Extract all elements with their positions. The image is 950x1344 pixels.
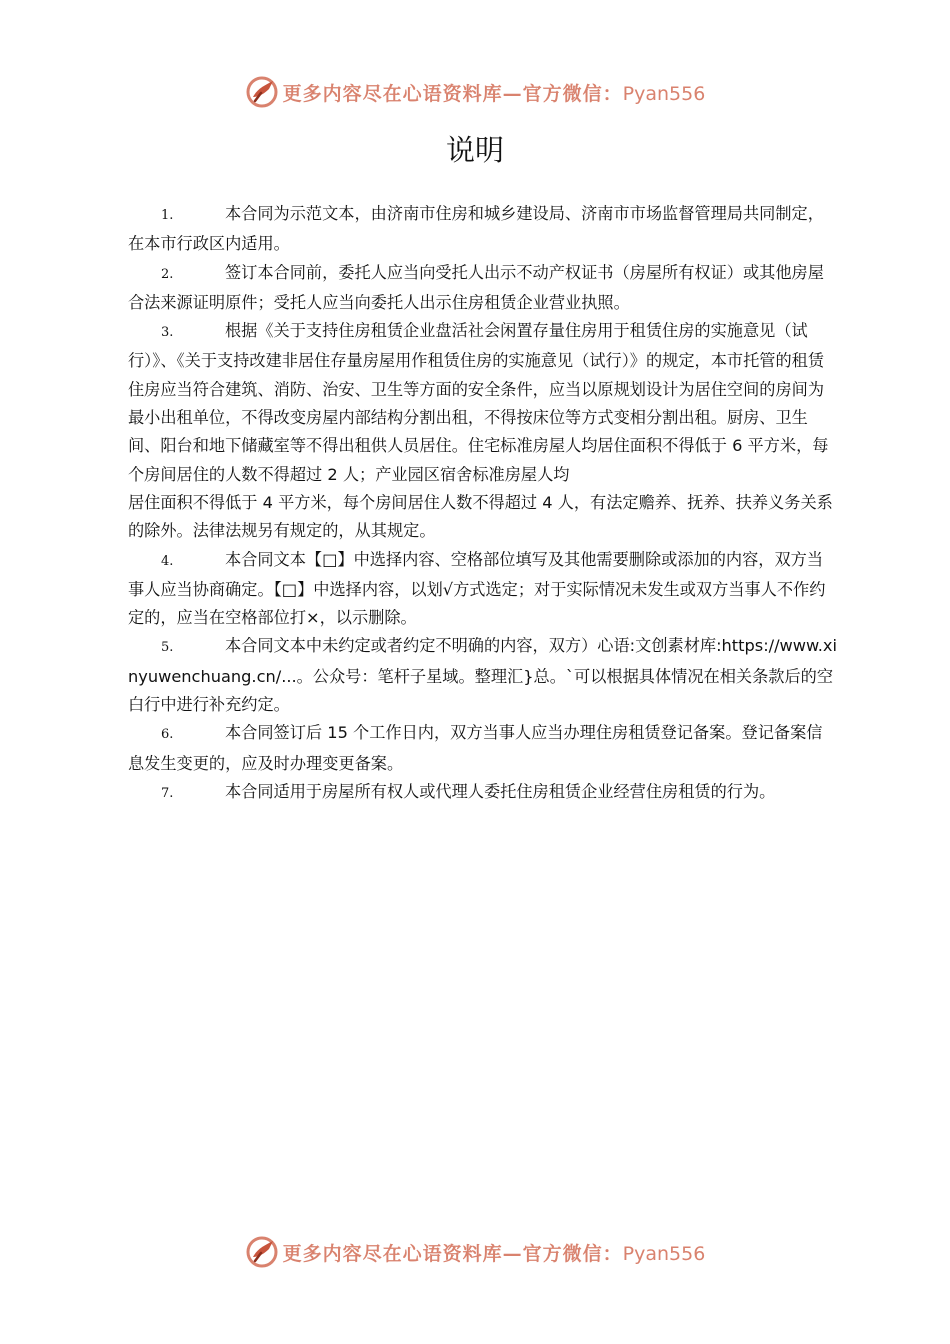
list-item xyxy=(128,778,838,808)
list-item xyxy=(128,546,838,633)
list-item xyxy=(128,719,838,778)
item-text: 本合同文本【□】中选择内容、空格部位填写及其他需要删除或添加的内容，双方当事人应当协商确定。【□】中选择内容，以划√方式选定；对于实际情况未发生或双方当事人不作约定的，应当在空格部位打×，以示删除。 xyxy=(128,549,826,628)
item-text: 本合同文本中未约定或者约定不明确的内容，双方）心语:文创素材库:https://www.xinyuwenchuang.cn/...。公众号：笔杆子星域。整理汇}总。`可以根据具体情况在相关条款后的空白行中进行补充约定。 xyxy=(128,636,838,715)
item-number: 6. xyxy=(161,727,174,743)
item-number: 5. xyxy=(161,640,174,656)
item-text: 根据《关于支持住房租赁企业盘活社会闲置存量住房用于租赁住房的实施意见（试行）》、《关于支持改建非居住存量房屋用作租赁住房的实施意见（试行）》的规定，本市托管的租赁住房应当符合建筑、消防、治安、卫生等方面的安全条件，应当以原规划设计为居住空间的房间为最小出租单位，不得改变房屋内部结构分割出租，不得按床位等方式变相分割出租。厨房、卫生间、阳台和地下储藏室等不得出租供人员居住。住宅标准房屋人均居住面积不得低于 6 平方米，每个房间居住的人数不得超过 2 人；产业园区宿舍标准房屋人均 xyxy=(128,321,829,484)
list-item xyxy=(128,317,838,489)
bottom-watermark xyxy=(0,1232,950,1272)
item-text: 本合同签订后 15 个工作日内，双方当事人应当办理住房租赁登记备案。登记备案信息发生变更的，应及时办理变更备案。 xyxy=(128,723,823,773)
list-item-continuation xyxy=(128,489,838,546)
item-text: 签订本合同前，委托人应当向受托人出示不动产权证书（房屋所有权证）或其他房屋合法来源证明原件；受托人应当向委托人出示住房租赁企业营业执照。 xyxy=(128,262,824,312)
item-text: 居住面积不得低于 4 平方米，每个房间居住人数不得超过 4 人，有法定赡养、抚养、扶养义务关系的除外。法律法规另有规定的，从其规定。 xyxy=(128,492,833,541)
list-item xyxy=(128,200,838,259)
item-number: 3. xyxy=(161,325,174,341)
item-number: 4. xyxy=(161,553,174,569)
item-number: 1. xyxy=(161,208,174,223)
item-text: 本合同为示范文本，由济南市住房和城乡建设局、济南市市场监督管理局共同制定， 在本市行政区内适用。 xyxy=(128,204,824,254)
top-watermark xyxy=(0,72,950,112)
pen-logo-icon xyxy=(245,75,279,109)
item-number: 2. xyxy=(161,266,174,282)
item-number: 7. xyxy=(161,785,174,801)
pen-logo-icon xyxy=(245,1235,279,1269)
document-body xyxy=(128,200,838,808)
list-item xyxy=(128,632,838,719)
item-text: 本合同适用于房屋所有权人或代理人委托住房租赁企业经营住房租赁的行为。 xyxy=(225,781,776,801)
watermark-text: 更多内容尽在心语资料库—官方微信：Pyan556 xyxy=(282,82,706,105)
page-title: 说明 xyxy=(445,133,504,167)
list-item xyxy=(128,259,838,318)
watermark-text: 更多内容尽在心语资料库—官方微信：Pyan556 xyxy=(282,1242,706,1265)
